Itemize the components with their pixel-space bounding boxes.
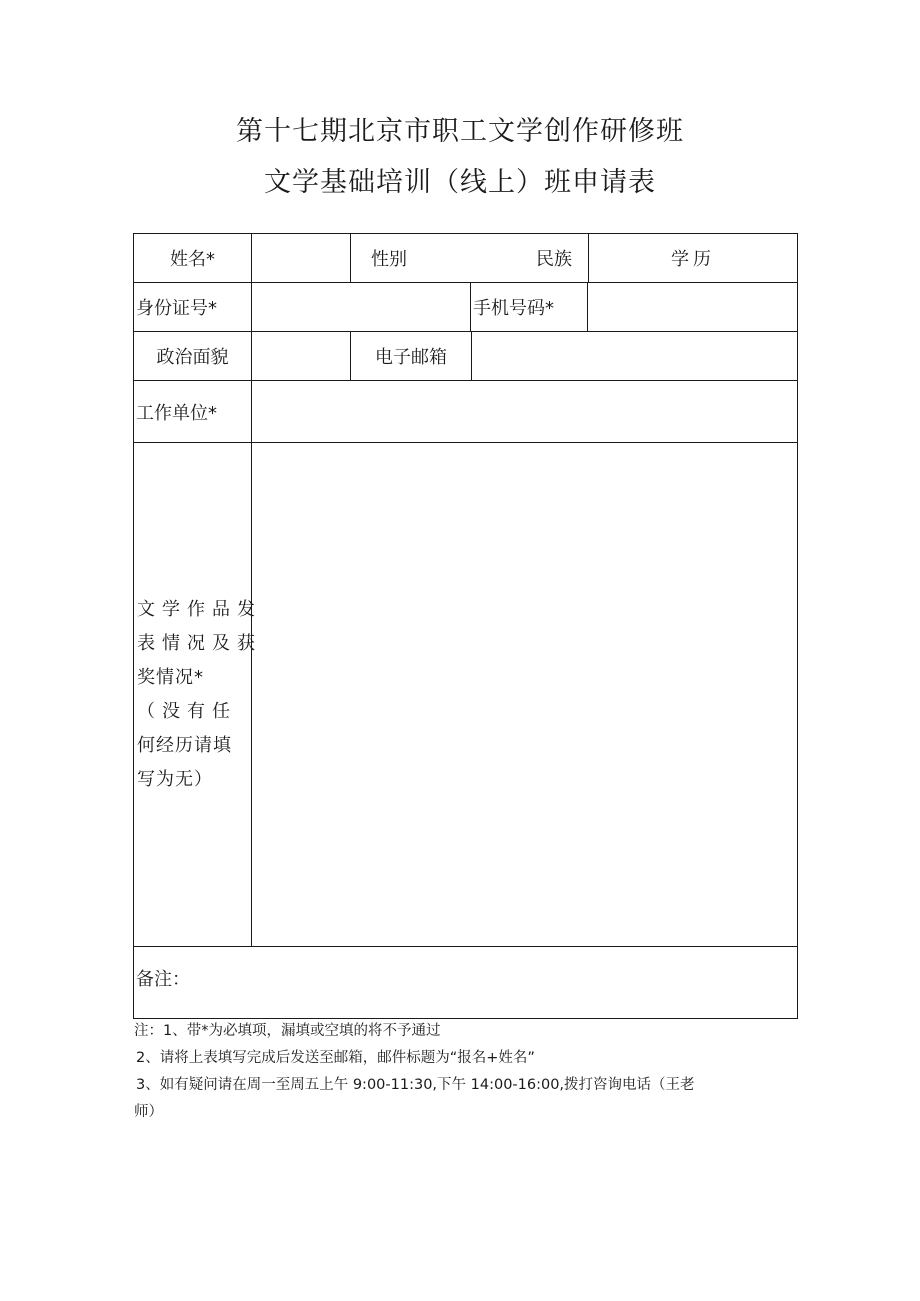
- name-label: 姓名*: [134, 234, 252, 282]
- email-field[interactable]: [472, 332, 797, 380]
- works-field[interactable]: [252, 443, 797, 946]
- works-label: [134, 443, 262, 946]
- education-label: 学历: [671, 249, 715, 270]
- works-label-line: （没有任: [137, 700, 237, 722]
- works-label-line: 何经历请填: [137, 734, 232, 756]
- form-row-political-email: [134, 332, 797, 381]
- works-label-line: 奖情况*: [137, 666, 204, 688]
- form-title-line1: 第十七期北京市职工文学创作研修班: [236, 116, 684, 147]
- works-label-line: 文学作品发: [137, 598, 262, 620]
- political-status-field[interactable]: [252, 332, 351, 380]
- gender-ethnicity-cell[interactable]: [351, 234, 589, 282]
- application-form-table: [133, 233, 798, 1019]
- name-field[interactable]: [252, 234, 351, 282]
- employer-field[interactable]: [252, 381, 797, 442]
- gender-label: 性别: [371, 249, 407, 270]
- political-status-label: 政治面貌: [134, 332, 252, 380]
- id-number-field[interactable]: [252, 283, 471, 331]
- form-title-line2: 文学基础培训（线上）班申请表: [264, 167, 656, 198]
- footnote-1: 注：1、带*为必填项，漏填或空填的将不予通过: [134, 1023, 441, 1039]
- phone-label: 手机号码*: [471, 283, 588, 331]
- footnote-3: 3、如有疑问请在周一至周五上午 9:00-11:30,下午 14:00-16:00,拨打咨询电话（王老: [136, 1077, 695, 1093]
- form-row-employer: [134, 381, 797, 443]
- footnotes: [134, 1018, 695, 1126]
- employer-label: 工作单位*: [134, 381, 252, 442]
- remarks-field[interactable]: [134, 947, 797, 1018]
- remarks-label: 备注：: [136, 969, 190, 990]
- form-row-remarks: [134, 947, 797, 1018]
- form-row-basic-info: [134, 234, 797, 283]
- form-row-works: [134, 443, 797, 947]
- works-label-line: 写为无）: [137, 768, 213, 790]
- form-row-contact: [134, 283, 797, 332]
- works-label-line: 表情况及获: [137, 632, 262, 654]
- footnote-3-cont: 师）: [134, 1104, 163, 1120]
- email-label: 电子邮箱: [351, 332, 472, 380]
- footnote-2: 2、请将上表填写完成后发送至邮箱，邮件标题为“报名+姓名”: [136, 1050, 535, 1066]
- id-number-label: 身份证号*: [134, 283, 252, 331]
- ethnicity-label: 民族: [536, 249, 572, 270]
- phone-field[interactable]: [588, 283, 797, 331]
